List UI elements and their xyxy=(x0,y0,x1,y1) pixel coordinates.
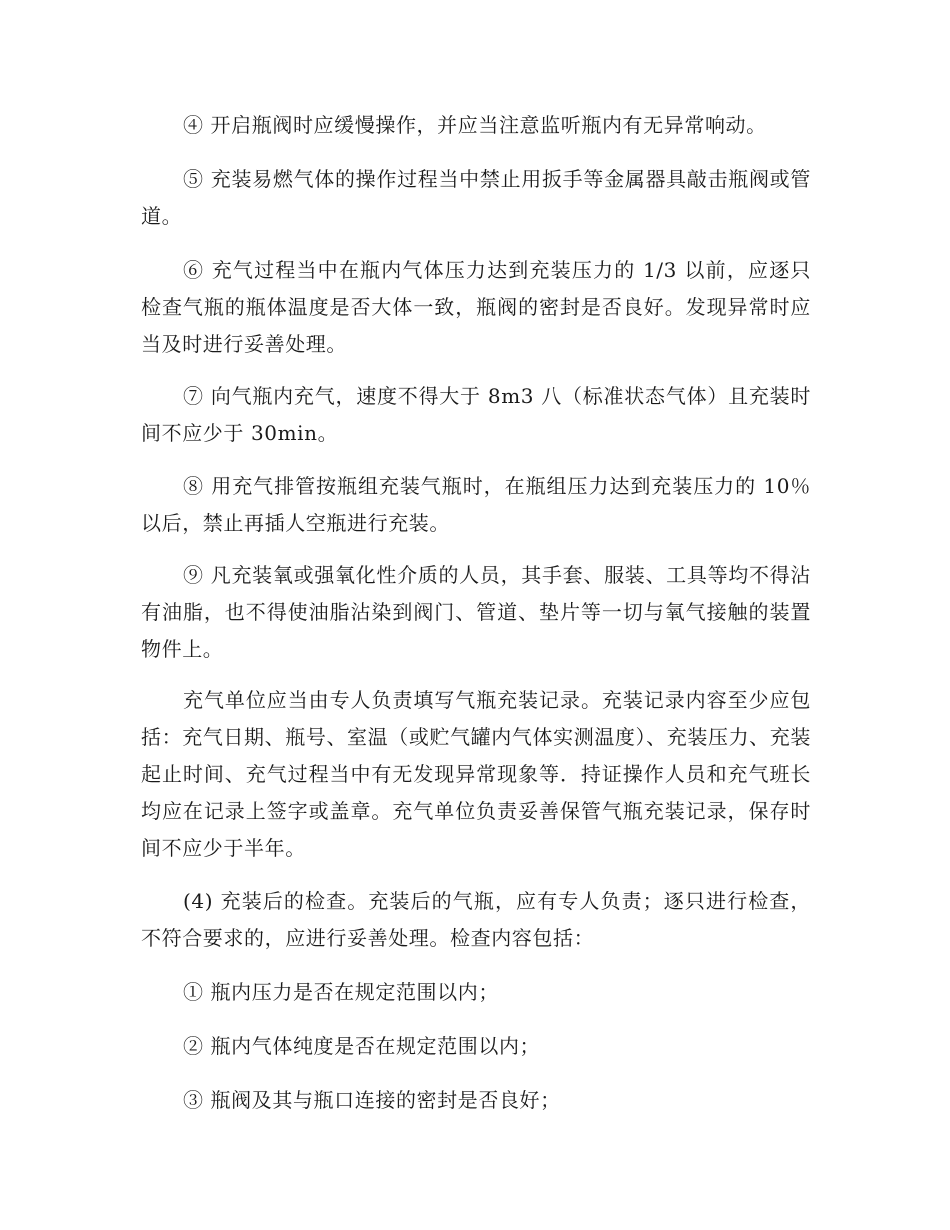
paragraph-item-8: ⑧ 用充气排管按瓶组充装气瓶时，在瓶组压力达到充装压力的 10％以后，禁止再插人空瓶进行充装。 xyxy=(141,474,811,535)
paragraph-item-6: ⑥ 充气过程当中在瓶内气体压力达到充装压力的 1/3 以前，应逐只检查气瓶的瓶体温度是否大体一致，瓶阀的密封是否良好。发现异常时应当及时进行妥善处理。 xyxy=(141,258,811,356)
paragraph-filling-record: 充气单位应当由专人负责填写气瓶充装记录。充装记录内容至少应包括：充气日期、瓶号、室温（或贮气罐内气体实测温度）、充装压力、充装起止时间、充气过程当中有无发现异常现象等．持证操作人员和充气班长均应在记录上签字或盖章。充气单位负责妥善保管气瓶充装记录，保存时间不应少于半年。 xyxy=(141,688,811,860)
paragraph-item-7: ⑦ 向气瓶内充气，速度不得大于 8m3 八（标准状态气体）且充装时间不应少于 30min。 xyxy=(141,384,811,445)
paragraph-check-item-3: ③ 瓶阀及其与瓶口连接的密封是否良好； xyxy=(183,1088,561,1112)
paragraph-item-9: ⑨ 凡充装氧或强氧化性介质的人员，其手套、服装、工具等均不得沾有油脂，也不得使油脂沾染到阀门、管道、垫片等一切与氧气接触的装置物件上。 xyxy=(141,563,811,661)
paragraph-item-5: ⑤ 充装易燃气体的操作过程当中禁止用扳手等金属器具敲击瓶阀或管道。 xyxy=(141,167,811,228)
paragraph-item-4: ④ 开启瓶阀时应缓慢操作，并应当注意监听瓶内有无异常响动。 xyxy=(183,113,767,137)
paragraph-check-item-2: ② 瓶内气体纯度是否在规定范围以内； xyxy=(183,1034,541,1058)
paragraph-check-item-1: ① 瓶内压力是否在规定范围以内； xyxy=(183,980,499,1004)
paragraph-post-filling-check: (4) 充装后的检查。充装后的气瓶，应有专人负责；逐只进行检查，不符合要求的，应进行妥善处理。检查内容包括： xyxy=(141,889,811,950)
